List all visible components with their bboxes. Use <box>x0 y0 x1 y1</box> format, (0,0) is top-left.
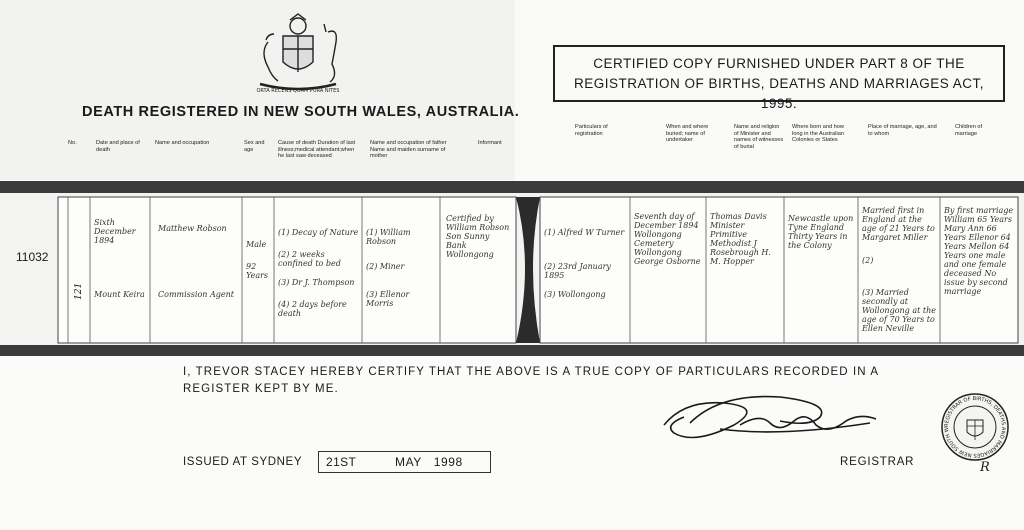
death-place: Mount Keira <box>94 290 145 299</box>
column-header-name: Name and occupation <box>155 140 210 146</box>
column-header-parents: Name and occupation of father Name and maiden surname of mother <box>370 140 447 159</box>
informant: Certified by William Robson Son Sunny Bank Wollongong <box>446 214 510 259</box>
father-occupation: (2) Miner <box>366 262 405 271</box>
marriage-first: Married first in England at the age of 21 Years to Margaret Miller <box>862 206 935 242</box>
column-header-born: Where born and how long in the Australian Colonies or States <box>792 124 844 143</box>
column-header-burial: When and where buried; name of undertaker <box>666 124 709 143</box>
row-number: 121 <box>74 282 84 300</box>
registrar-seal-icon <box>940 392 1010 462</box>
burial-details: Seventh day of December 1894 Wollongong Cemetery Wollongong George Osborne <box>634 212 701 266</box>
death-date: Sixth December 1894 <box>94 218 136 245</box>
registrar-label: REGISTRAR <box>840 456 915 468</box>
children-details: By first marriage William 65 Years Mary Ann 66 Years Ellenor 64 Years Mellon 64 Years one male and one female deceased No issue by second marriage <box>944 206 1014 296</box>
birthplace-details: Newcastle upon Tyne England Thirty Years in the Colony <box>788 214 854 250</box>
issue-month-year <box>395 455 463 469</box>
page-title: DEATH REGISTERED IN NEW SOUTH WALES, AUSTRALIA. <box>82 104 520 120</box>
deceased-sex: Male <box>246 240 267 249</box>
issue-year: 1998 <box>433 455 463 469</box>
column-header-registration: Particulars of registration <box>575 124 608 137</box>
minister-details: Thomas Davis Minister Primitive Methodist J Rosebrough H. M. Hopper <box>710 212 771 266</box>
top-divider-bar <box>0 181 1024 193</box>
column-header-cause: Cause of death Duration of last illness;medical attendant;when he last saw deceased <box>278 140 356 159</box>
certified-copy-box <box>553 45 1005 111</box>
certified-line-1: CERTIFIED COPY FURNISHED UNDER PART 8 OF THE <box>593 56 965 71</box>
issue-day: 21ST <box>326 455 357 469</box>
column-header-children: Children of marriage <box>955 124 983 137</box>
column-header-marriage: Place of marriage, age, and to whom <box>868 124 937 137</box>
registration-place: (3) Wollongong <box>544 290 606 299</box>
cause-line-1: (1) Decay of Nature <box>278 228 359 237</box>
coat-of-arms-icon <box>238 12 358 102</box>
cause-line-3: (3) Dr J. Thompson <box>278 278 355 287</box>
column-header-informant: Informant <box>478 140 502 146</box>
column-header-minister: Name and religion of Minister and names of witnesses of burial <box>734 124 784 150</box>
deceased-occupation: Commission Agent <box>158 290 234 299</box>
registration-date: (2) 23rd January 1895 <box>544 262 611 280</box>
deceased-name: Matthew Robson <box>158 224 227 233</box>
column-header-no: No. <box>68 140 77 146</box>
deceased-age: 92 Years <box>246 262 269 280</box>
marriage-second-label: (2) <box>862 256 874 265</box>
cause-line-2: (2) 2 weeks confined to bed <box>278 250 341 268</box>
crest-motto: ORTA RECENS QUAM PURA NITES <box>256 88 340 94</box>
certified-line-2: REGISTRATION OF BIRTHS, DEATHS AND MARRIAGES ACT, 1995. <box>573 76 985 111</box>
registrar-name: (1) Alfred W Turner <box>544 228 625 237</box>
marriage-second: (3) Married secondly at Wollongong at the age of 70 Years to Ellen Neville <box>862 288 936 333</box>
mother-name: (3) Ellenor Morris <box>366 290 410 308</box>
father-name: (1) William Robson <box>366 228 411 246</box>
entry-number: 11032 <box>16 250 49 264</box>
certification-line-2: REGISTER KEPT BY ME. <box>183 383 339 395</box>
registrar-signature-icon <box>660 385 880 450</box>
column-header-date: Date and place of death <box>96 140 140 153</box>
issue-month: MAY <box>395 455 422 469</box>
initials: R <box>980 460 990 475</box>
column-header-sex: Sex and age <box>244 140 265 153</box>
certification-line-1: I, TREVOR STACEY HEREBY CERTIFY THAT THE ABOVE IS A TRUE COPY OF PARTICULARS RECORDED IN A <box>183 366 880 378</box>
seal-text: REGISTRAR OF BIRTHS, DEATHS AND MARRIAGES NEW SOUTH W <box>943 395 1007 459</box>
cause-line-4: (4) 2 days before death <box>278 300 347 318</box>
issued-label: ISSUED AT SYDNEY <box>183 456 303 468</box>
